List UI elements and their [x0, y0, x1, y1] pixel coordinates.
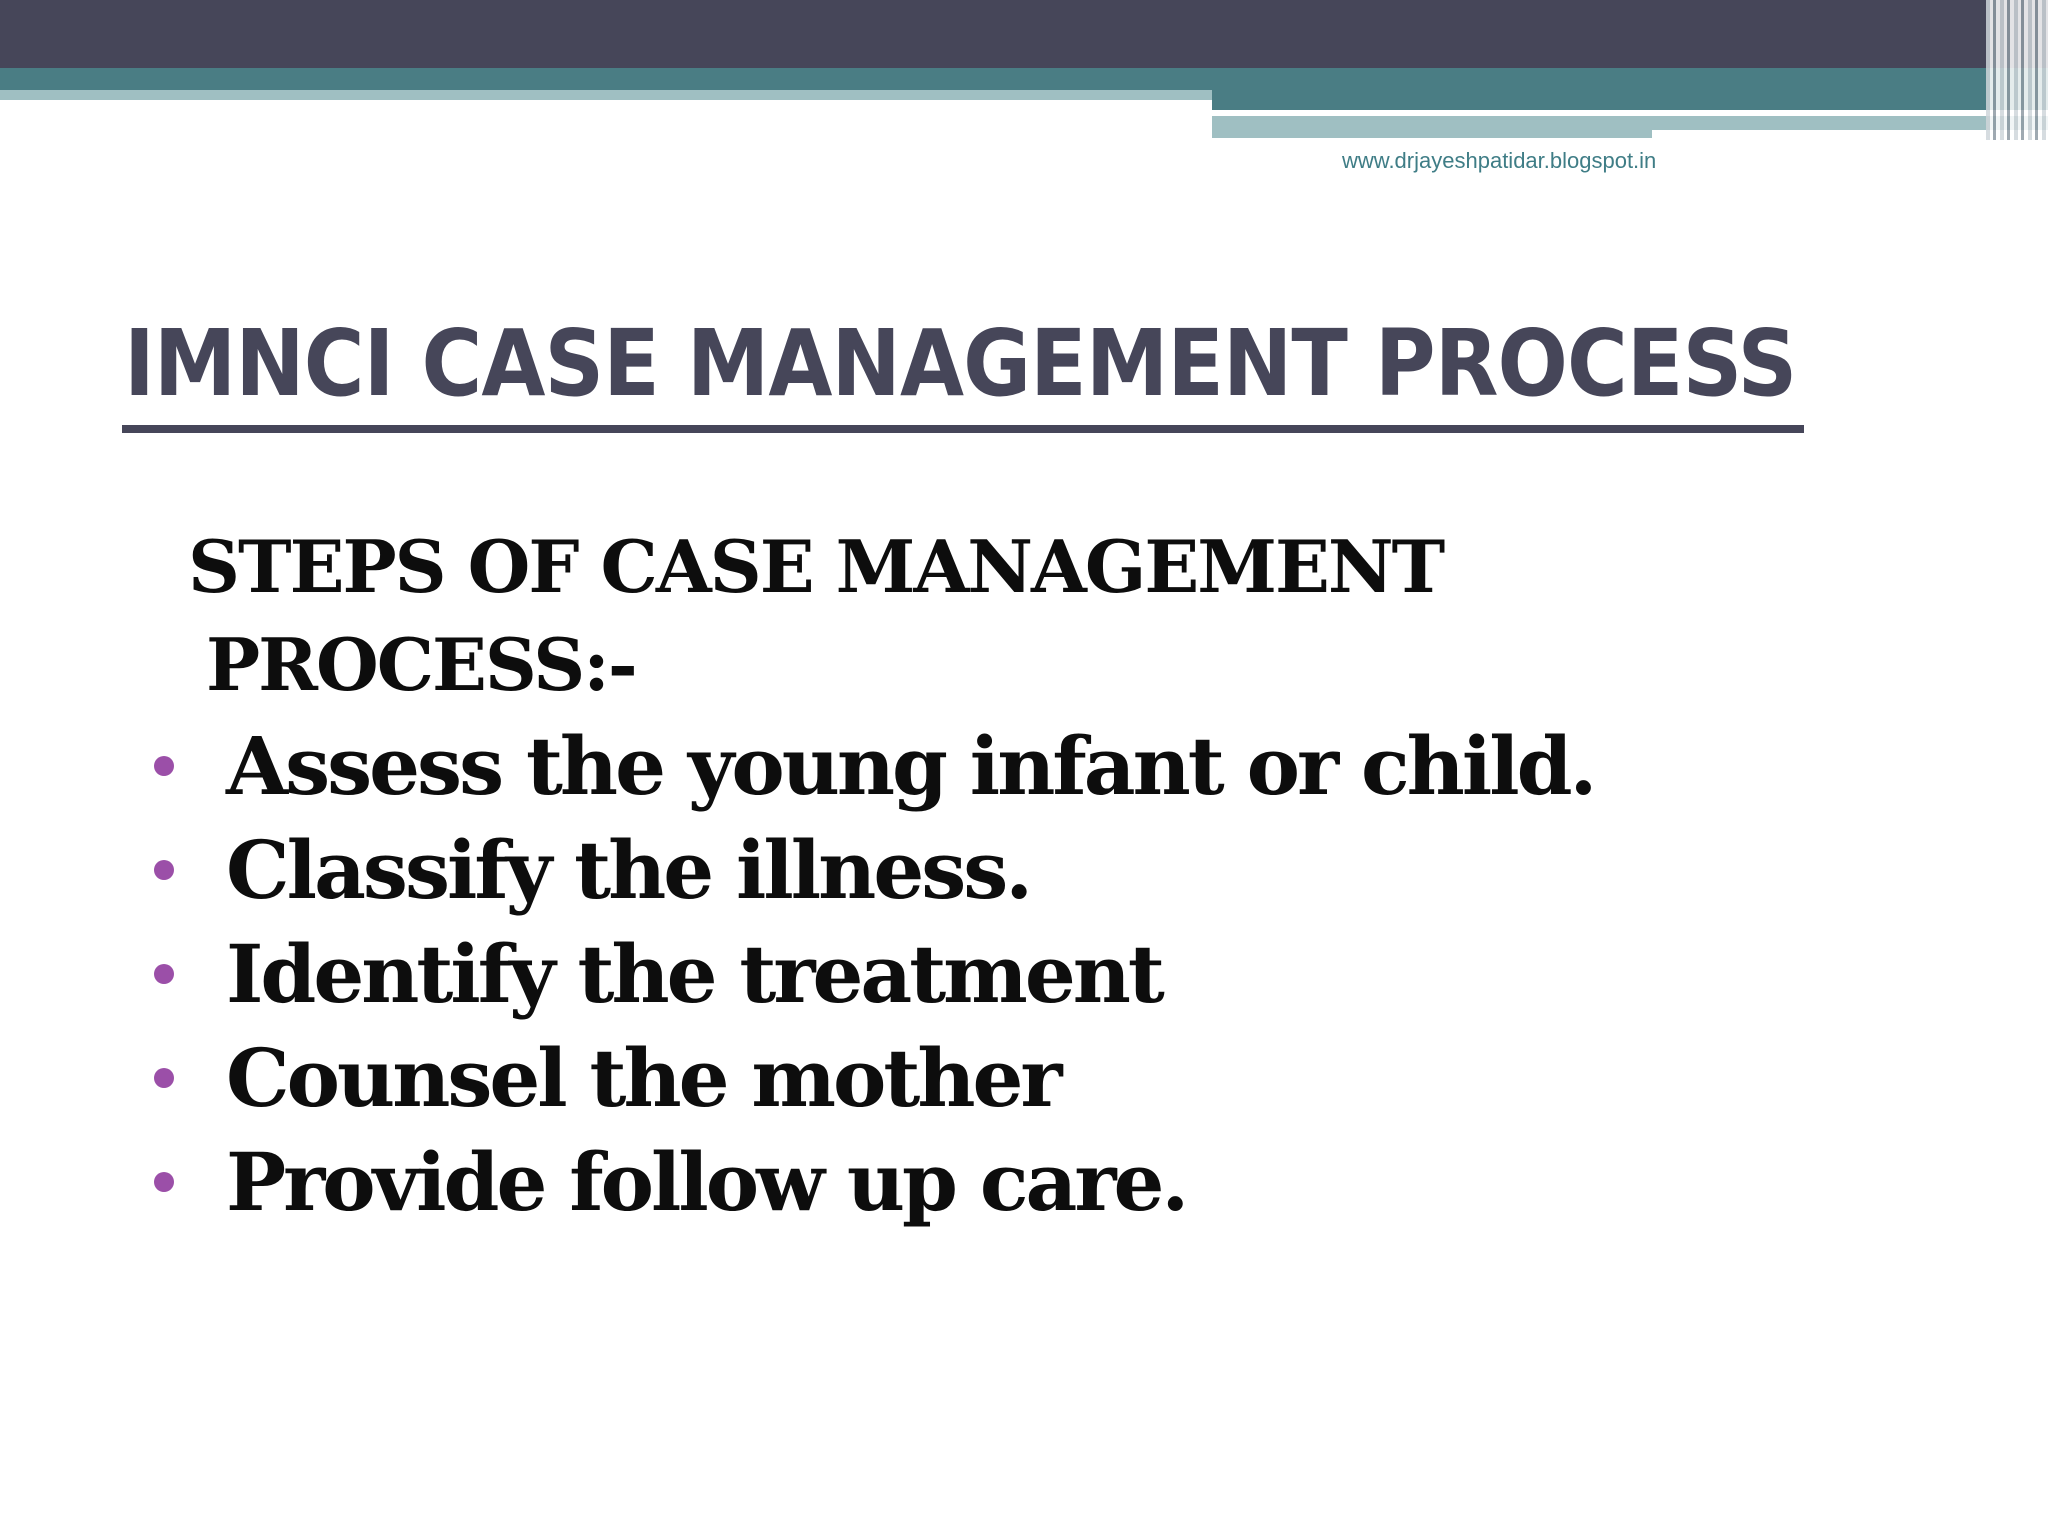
step-text: Assess the young infant or child.: [226, 719, 1595, 813]
list-item: [146, 818, 1946, 922]
step-text: Counsel the mother: [226, 1031, 1060, 1125]
header-vertical-lines: [1986, 0, 2048, 140]
title-underline: [122, 425, 1804, 433]
list-item: [146, 922, 1946, 1026]
slide-title: IMNCI CASE MANAGEMENT PROCESS: [124, 310, 1797, 417]
header-band-light: [0, 90, 1212, 100]
bullet-icon: [154, 860, 174, 880]
bullet-icon: [154, 964, 174, 984]
header-band-teal: [0, 68, 2048, 90]
steps-list: [146, 714, 1946, 1234]
step-text: Provide follow up care.: [226, 1135, 1187, 1229]
bullet-icon: [154, 1068, 174, 1088]
steps-heading-line1: STEPS OF CASE MANAGEMENT: [188, 524, 1444, 609]
step-text: Identify the treatment: [226, 927, 1162, 1021]
list-item: [146, 714, 1946, 818]
slide-content: [146, 518, 1946, 1234]
step-text: Classify the illness.: [226, 823, 1031, 917]
bullet-icon: [154, 756, 174, 776]
website-url: www.drjayeshpatidar.blogspot.in: [1342, 148, 1657, 173]
header-band-right-teal: [1212, 90, 2048, 110]
steps-heading: [188, 518, 1946, 714]
list-item: [146, 1130, 1946, 1234]
bullet-icon: [154, 1172, 174, 1192]
header-band-dark: [0, 0, 2048, 68]
list-item: [146, 1026, 1946, 1130]
steps-heading-line2: PROCESS:-: [206, 622, 636, 707]
